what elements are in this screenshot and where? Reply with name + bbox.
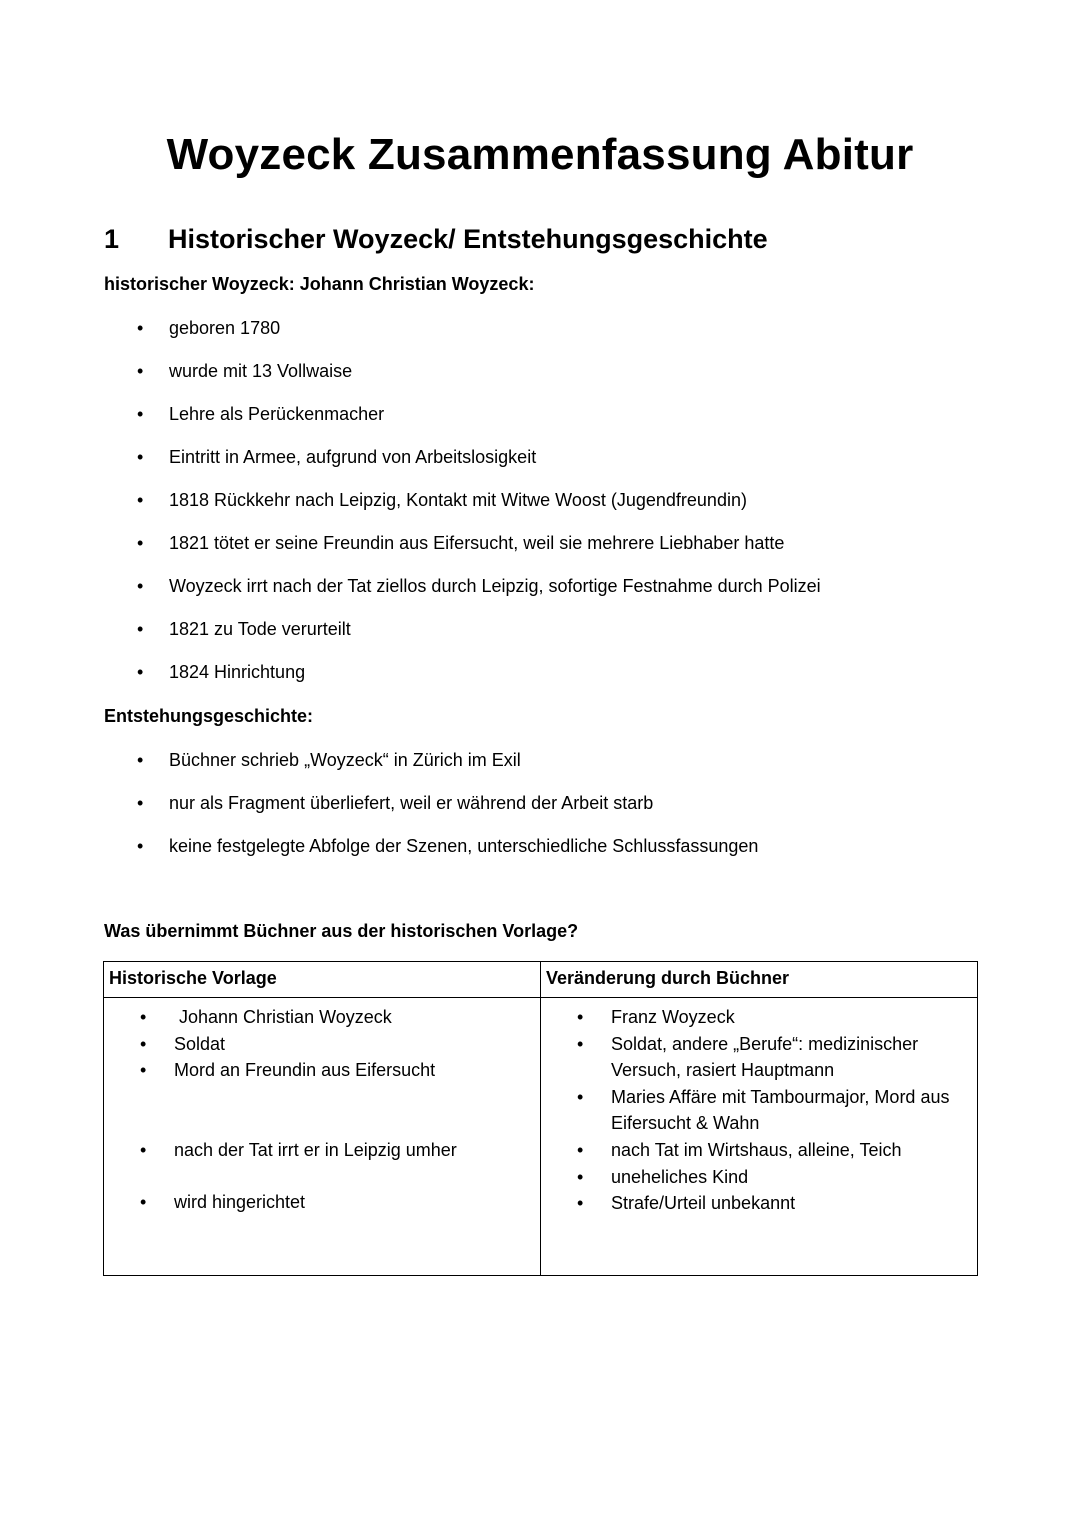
right-list [541, 1004, 977, 1217]
list-item: • nur als Fragment überliefert, weil er während der Arbeit starb [104, 790, 758, 833]
list-item: • Büchner schrieb „Woyzeck“ in Zürich im Exil [104, 747, 758, 790]
origin-heading: Entstehungsgeschichte: [104, 706, 314, 726]
list-item: • Soldat [104, 1031, 540, 1058]
table-cell-left [104, 998, 541, 1276]
list-item: • Soldat, andere „Berufe“: medizinischer Versuch, rasiert Hauptmann [541, 1031, 977, 1084]
list-item: • Johann Christian Woyzeck [104, 1004, 540, 1031]
list-item: • Maries Affäre mit Tambourmajor, Mord aus Eifersucht & Wahn [541, 1084, 977, 1137]
origin-list [104, 747, 758, 876]
list-item: • Mord an Freundin aus Eifersucht [104, 1057, 540, 1084]
list-item: • geboren 1780 [104, 315, 821, 358]
section-number: 1 [104, 224, 120, 254]
list-item: • nach der Tat irrt er in Leipzig umher [104, 1137, 540, 1164]
list-item: • keine festgelegte Abfolge der Szenen, unterschiedliche Schlussfassungen [104, 833, 758, 876]
comparison-table [103, 961, 978, 1276]
historic-list [104, 315, 821, 702]
list-item: • nach Tat im Wirtshaus, alleine, Teich [541, 1137, 977, 1164]
comparison-question: Was übernimmt Büchner aus der historischen Vorlage? [104, 921, 579, 941]
list-item: • Lehre als Perückenmacher [104, 401, 821, 444]
list-item: • Eintritt in Armee, aufgrund von Arbeitslosigkeit [104, 444, 821, 487]
list-item: • wird hingerichtet [104, 1189, 540, 1216]
table-header-right: Veränderung durch Büchner [541, 962, 978, 998]
list-item: • 1821 zu Tode verurteilt [104, 616, 821, 659]
list-item: • 1821 tötet er seine Freundin aus Eifersucht, weil sie mehrere Liebhaber hatte [104, 530, 821, 573]
table-header-left: Historische Vorlage [104, 962, 541, 998]
left-list [104, 1004, 540, 1216]
list-item: • 1824 Hinrichtung [104, 659, 821, 702]
list-item: • 1818 Rückkehr nach Leipzig, Kontakt mit Witwe Woost (Jugendfreundin) [104, 487, 821, 530]
table-cell-right [541, 998, 978, 1276]
section-heading [104, 224, 768, 255]
historic-heading: historischer Woyzeck: Johann Christian Woyzeck: [104, 274, 535, 294]
page-title: Woyzeck Zusammenfassung Abitur [166, 130, 914, 179]
list-item: • Strafe/Urteil unbekannt [541, 1190, 977, 1217]
list-item: • Franz Woyzeck [541, 1004, 977, 1031]
section-title: Historischer Woyzeck/ Entstehungsgeschichte [168, 224, 768, 254]
list-item: • wurde mit 13 Vollwaise [104, 358, 821, 401]
list-item: • Woyzeck irrt nach der Tat ziellos durch Leipzig, sofortige Festnahme durch Polizei [104, 573, 821, 616]
list-item: • uneheliches Kind [541, 1164, 977, 1191]
